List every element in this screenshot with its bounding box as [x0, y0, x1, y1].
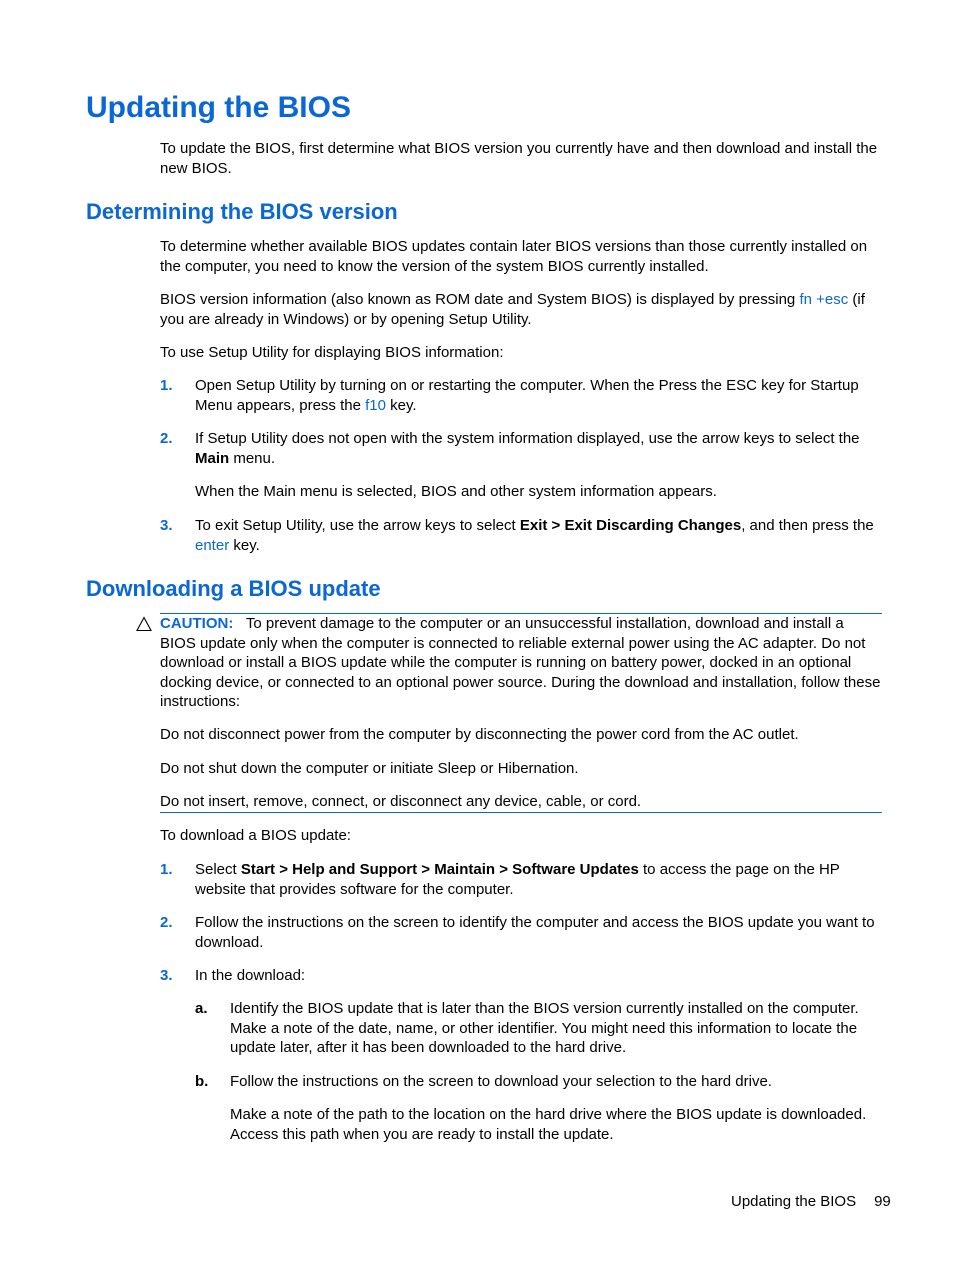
section1-paragraph-2 — [160, 290, 882, 329]
section2-step-2-text: Follow the instructions on the screen to identify the computer and access the BIOS update you want to download. — [195, 914, 875, 951]
step-text: , and then press the — [741, 517, 874, 534]
step-text: key. — [385, 396, 417, 414]
section2-step-2-number: 2. — [160, 914, 173, 931]
substep-a-text: Identify the BIOS update that is later than the BIOS version currently installed on the computer. Make a note of the date, name, or other identifier. You might need this information to locate the update later, after it has been downloaded to the hard drive. — [230, 1000, 859, 1056]
step-text: Open Setup Utility by turning on or restarting the computer. When the Press the ESC key for Startup Menu appears, press the — [195, 377, 859, 414]
key-fn: fn — [799, 291, 812, 308]
caution-item-2: Do not shut down the computer or initiate Sleep or Hibernation. — [160, 760, 579, 777]
section-heading-downloading: Downloading a BIOS update — [86, 576, 381, 601]
step-text: key. — [229, 536, 260, 554]
section1-step-3-text — [195, 516, 882, 555]
caution-bottom-rule — [160, 812, 882, 813]
step-text: menu. — [229, 449, 276, 467]
step-text: If Setup Utility does not open with the system information displayed, use the arrow keys to select the — [195, 430, 860, 447]
section2-step-1-number: 1. — [160, 861, 173, 878]
section1-p2-after: (if you are already in Windows) or by opening Setup Utility. — [160, 291, 865, 328]
section1-paragraph-3: To use Setup Utility for displaying BIOS information: — [160, 344, 504, 361]
caution-label: CAUTION: — [160, 615, 234, 632]
substep-b-text: Follow the instructions on the screen to download your selection to the hard drive. — [230, 1073, 772, 1090]
section1-step-2-number: 2. — [160, 430, 173, 447]
download-lead: To download a BIOS update: — [160, 827, 351, 844]
section2-step-3-number: 3. — [160, 967, 173, 984]
substep-b-note: Make a note of the path to the location on the hard drive where the BIOS update is downloaded. Access this path when you are ready to install the update. — [230, 1106, 867, 1143]
page-title: Updating the BIOS — [86, 91, 351, 124]
page-number: 99 — [874, 1193, 891, 1210]
section1-step-1-number: 1. — [160, 377, 173, 394]
step-text: Select — [195, 861, 241, 878]
menu-path-software-updates: Start > Help and Support > Maintain > Software Updates — [240, 861, 639, 878]
section2-step-1-text — [195, 860, 882, 899]
caution-item-3: Do not insert, remove, connect, or disconnect any device, cable, or cord. — [160, 793, 642, 810]
page-footer — [731, 1192, 891, 1212]
caution-paragraph — [160, 614, 882, 712]
intro-paragraph: To update the BIOS, first determine what BIOS version you currently have and then download and install the new BIOS. — [160, 140, 878, 177]
caution-triangle-icon — [136, 616, 152, 632]
menu-path-exit: Exit > Exit Discarding Changes — [519, 517, 742, 534]
section1-p2-before: BIOS version information (also known as ROM date and System BIOS) is displayed by pressing — [160, 291, 800, 308]
section1-step-3-number: 3. — [160, 517, 173, 534]
key-enter: enter — [195, 536, 230, 554]
caution-item-1: Do not disconnect power from the computer by disconnecting the power cord from the AC outlet. — [160, 726, 799, 743]
caution-text: To prevent damage to the computer or an unsuccessful installation, download and install a BIOS update only when the computer is connected to reliable external power using the AC adapter. Do not download or install a BIOS update while the computer is running on battery power, docked in an optional docking device, or connected to an optional power source. During the download and installation, follow these instructions: — [160, 615, 881, 710]
section1-step-1-text — [195, 376, 882, 415]
section1-step-2-note: When the Main menu is selected, BIOS and other system information appears. — [195, 483, 717, 500]
key-esc: +esc — [816, 291, 849, 308]
footer-section-title: Updating the BIOS — [731, 1193, 857, 1210]
section-heading-determining: Determining the BIOS version — [86, 199, 398, 224]
menu-name-main: Main — [195, 449, 230, 467]
section2-step-3-text: In the download: — [195, 967, 306, 984]
substep-a-letter: a. — [195, 1000, 208, 1017]
key-f10: f10 — [365, 396, 386, 414]
section1-step-2-text — [195, 429, 882, 468]
step-text: to access the page on the HP website that provides software for the computer. — [195, 861, 840, 898]
substep-b-letter: b. — [195, 1073, 209, 1090]
step-text: To exit Setup Utility, use the arrow keys to select — [195, 517, 520, 534]
section1-paragraph-1: To determine whether available BIOS updates contain later BIOS versions than those currently installed on the computer, you need to know the version of the system BIOS currently installed. — [160, 238, 868, 275]
